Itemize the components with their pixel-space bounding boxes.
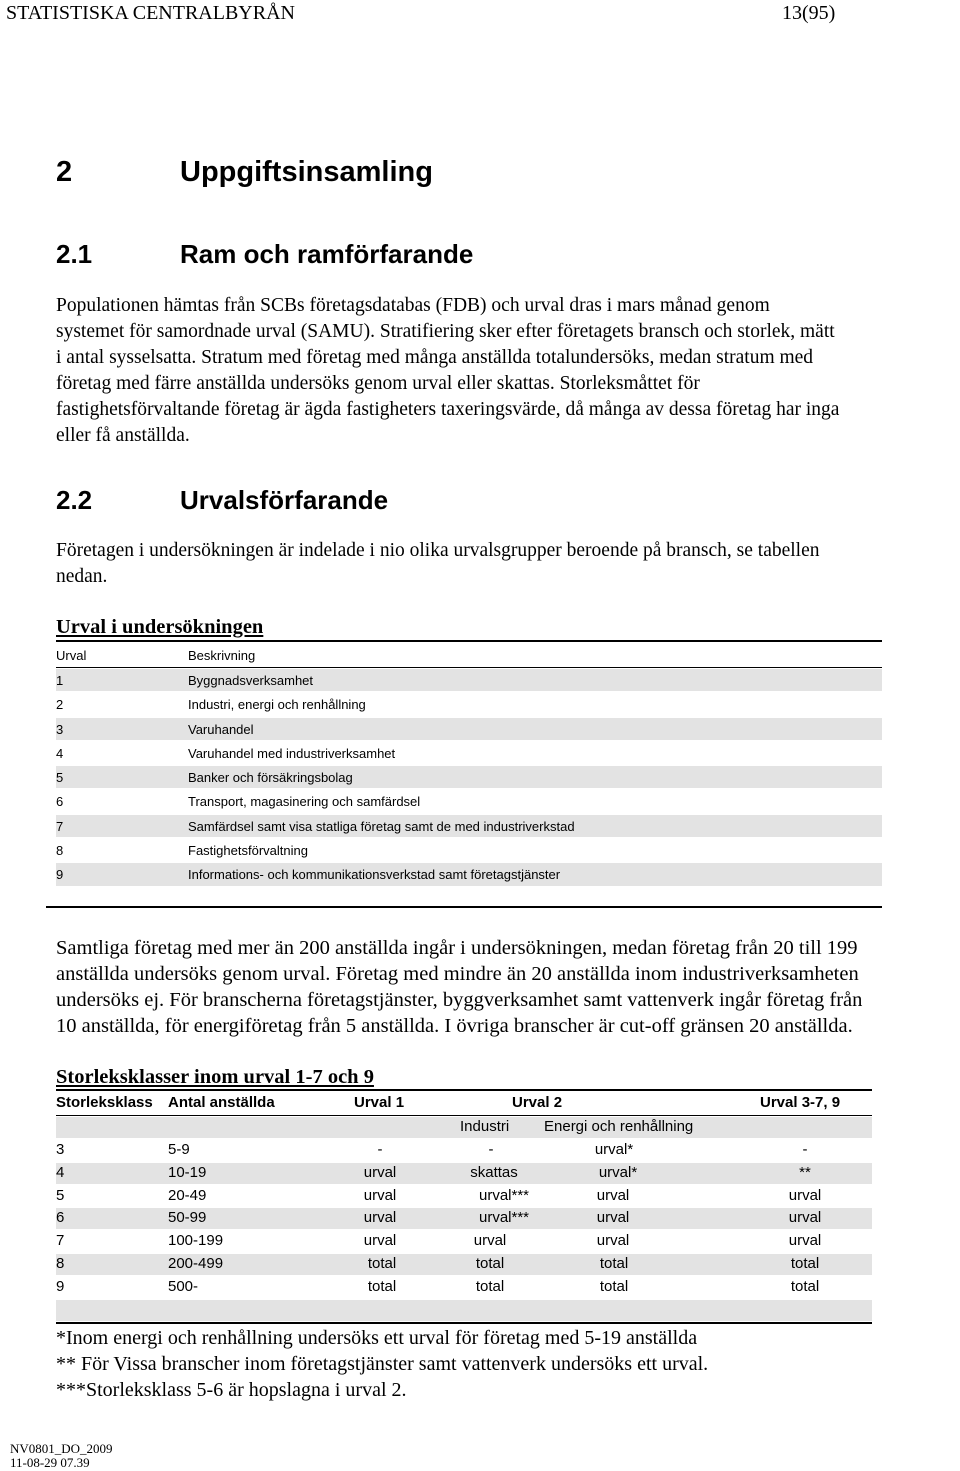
table2-cell: urval xyxy=(596,1232,630,1250)
table2-cell: urval xyxy=(363,1232,397,1250)
table2-subheader-row xyxy=(56,1116,872,1139)
section-2-1-paragraph xyxy=(56,293,960,449)
table1-cell-beskrivning: Industri, energi och renhållning xyxy=(188,697,366,713)
table-row xyxy=(56,862,882,886)
table-row xyxy=(56,741,882,765)
table1-cell-urval: 9 xyxy=(56,867,64,883)
table-row xyxy=(56,789,882,813)
table2-cell: 3 xyxy=(56,1140,65,1158)
table1-cell-beskrivning: Informations- och kommunikationsverkstad samt företagstjänster xyxy=(188,867,561,883)
table2-cell: urval xyxy=(363,1163,397,1181)
paragraph-line: 10 anställda, för energiföretag från 5 anställda. I övriga branscher är cut-off gränsen 20 anställda. xyxy=(56,1015,853,1037)
table2-cell: total xyxy=(599,1278,629,1296)
table2-empty-row xyxy=(56,1299,872,1322)
table2-cell: urval* xyxy=(594,1140,634,1158)
table2-cell: 100-199 xyxy=(168,1232,224,1250)
table1-header-urval: Urval xyxy=(56,648,87,663)
table2-notes xyxy=(56,1325,708,1403)
table2-bottom-rule xyxy=(56,1322,872,1324)
paragraph-line: fastighetsförvaltande företag är ägda fastigheters taxeringsvärde, då många av dessa företag har inga xyxy=(56,399,840,420)
table2-cell: total xyxy=(790,1278,820,1296)
table-row xyxy=(56,765,882,789)
section-title: Urvalsförfarande xyxy=(180,485,389,515)
table-row xyxy=(56,1185,872,1208)
table2-cell: urval xyxy=(363,1186,397,1204)
paragraph-line: undersöks ej. För branscherna företagstjänster, byggverksamhet samt vattenverk ingår företag från xyxy=(56,989,863,1011)
table-row xyxy=(56,1230,872,1253)
paragraph-line: nedan. xyxy=(56,566,108,587)
paragraph-line: Företagen i undersökningen är indelade i nio olika urvalsgrupper beroende på bransch, se tabellen xyxy=(56,540,820,561)
table1-cell-urval: 7 xyxy=(56,818,64,834)
chapter-number: 2 xyxy=(56,156,73,188)
table2-header-urval2: Urval 2 xyxy=(512,1094,563,1111)
section-number: 2.1 xyxy=(56,239,93,269)
table-row xyxy=(56,1139,872,1162)
table1-cell-beskrivning: Transport, magasinering och samfärdsel xyxy=(188,794,421,810)
table1-cell-urval: 8 xyxy=(56,843,64,859)
table2 xyxy=(56,1092,872,1322)
table1-title: Urval i undersökningen xyxy=(56,616,264,638)
table2-cell: urval*** xyxy=(478,1209,530,1227)
table2-cell: urval* xyxy=(598,1163,638,1181)
paragraph-line: eller få anställda. xyxy=(56,425,190,446)
table-row xyxy=(56,1162,872,1185)
footnote: ** För Vissa branscher inom företagstjänster samt vattenverk undersöks ett urval. xyxy=(56,1353,709,1375)
table2-top-rule xyxy=(56,1089,872,1091)
table1-cell-urval: 6 xyxy=(56,794,64,810)
footnote: ***Storleksklass 5-6 är hopslagna i urval 2. xyxy=(56,1379,407,1401)
table1-bottom-rule xyxy=(46,906,882,908)
table2-cell: total xyxy=(475,1255,505,1273)
footnote: *Inom energi och renhållning undersöks ett urval för företag med 5-19 anställda xyxy=(56,1327,698,1349)
table2-cell: urval*** xyxy=(478,1186,530,1204)
table2-cell: urval xyxy=(596,1209,630,1227)
table1-cell-urval: 4 xyxy=(56,745,64,761)
paragraph-line: Samtliga företag med mer än 200 anställda ingår i undersökningen, medan företag från 20 till 199 xyxy=(56,937,858,959)
paragraph-line: företag med färre anställda undersöks genom urval eller skattas. Storleksmåttet för xyxy=(56,373,700,394)
table2-cell: urval xyxy=(473,1232,507,1250)
paragraph-line: anställda undersöks genom urval. Företag med mindre än 20 anställda inom industriverksamheten xyxy=(56,963,859,985)
table-row xyxy=(56,692,882,716)
section-title: Ram och ramförfarande xyxy=(180,239,474,269)
table2-cell: 7 xyxy=(56,1232,65,1250)
table2-cell: - xyxy=(802,1140,808,1158)
section-heading-2-1 xyxy=(56,239,856,271)
table2-cell: ** xyxy=(799,1163,811,1181)
table-row xyxy=(56,814,882,838)
table2-cell: 5 xyxy=(56,1186,65,1204)
table2-cell: 5-9 xyxy=(168,1140,190,1158)
paragraph-line: i antal sysselsatta. Stratum med företag med många anställda totalundersöks, medan stratum med xyxy=(56,347,814,368)
table2-subheader-energi: Energi och renhållning xyxy=(544,1117,694,1135)
table2-header-urval1: Urval 1 xyxy=(354,1094,405,1111)
table1 xyxy=(56,643,882,887)
table1-cell-beskrivning: Fastighetsförvaltning xyxy=(188,843,308,859)
paragraph-line: Populationen hämtas från SCBs företagsdatabas (FDB) och urval dras i mars månad genom xyxy=(56,295,770,316)
table-row xyxy=(56,717,882,741)
table-row xyxy=(56,838,882,862)
header-page-number: 13(95) xyxy=(782,2,836,24)
section-2-2-paragraph xyxy=(56,538,960,590)
table2-cell: urval xyxy=(596,1186,630,1204)
table2-cell: 9 xyxy=(56,1278,65,1296)
table2-cell: urval xyxy=(788,1186,822,1204)
table2-cell: 20-49 xyxy=(168,1186,207,1204)
table2-header-storleksklass: Storleksklass xyxy=(56,1094,153,1111)
table2-cell: urval xyxy=(363,1209,397,1227)
table2-cell: total xyxy=(599,1255,629,1273)
table1-cell-urval: 2 xyxy=(56,697,64,713)
table2-cell: 10-19 xyxy=(168,1163,207,1181)
table1-cell-urval: 1 xyxy=(56,673,64,688)
chapter-title: Uppgiftsinsamling xyxy=(180,156,433,188)
table2-cell: skattas xyxy=(470,1163,518,1181)
footer-date: 11-08-29 07.39 xyxy=(10,1455,90,1470)
table1-cell-beskrivning: Varuhandel xyxy=(188,721,254,737)
table1-top-rule xyxy=(56,640,882,642)
table2-cell: 200-499 xyxy=(168,1255,224,1273)
section-heading-2-2 xyxy=(56,485,856,517)
table2-cell: urval xyxy=(788,1232,822,1250)
chapter-heading xyxy=(56,156,856,192)
table2-cell: total xyxy=(475,1278,505,1296)
table1-cell-urval: 3 xyxy=(56,721,64,737)
table2-cell: 50-99 xyxy=(168,1209,207,1227)
table1-header-row xyxy=(56,643,882,668)
table1-cell-beskrivning: Byggnadsverksamhet xyxy=(188,673,314,688)
section-number: 2.2 xyxy=(56,485,93,515)
table-row xyxy=(56,1253,872,1276)
footer-code: NV0801_DO_2009 xyxy=(10,1441,113,1456)
table2-cell: 8 xyxy=(56,1255,65,1273)
table2-cell: 4 xyxy=(56,1163,65,1181)
table1-header-beskrivning: Beskrivning xyxy=(188,648,256,663)
table2-cell: urval xyxy=(788,1209,822,1227)
table1-cell-beskrivning: Samfärdsel samt visa statliga företag samt de med industriverkstad xyxy=(188,818,575,834)
table1-cell-beskrivning: Banker och försäkringsbolag xyxy=(188,770,353,786)
cutoff-paragraph xyxy=(56,935,862,1039)
table2-cell: 500- xyxy=(168,1278,199,1296)
table-row xyxy=(56,1276,872,1299)
table1-cell-urval: 5 xyxy=(56,770,64,786)
table2-title: Storleksklasser inom urval 1-7 och 9 xyxy=(56,1066,374,1088)
table2-header-row xyxy=(56,1092,872,1116)
table1-cell-beskrivning: Varuhandel med industriverksamhet xyxy=(188,745,396,761)
table-row xyxy=(56,668,882,692)
table2-cell: - xyxy=(377,1140,383,1158)
header-org: STATISTISKA CENTRALBYRÅN xyxy=(6,2,295,24)
table2-subheader-industri: Industri xyxy=(460,1117,510,1135)
table2-cell: 6 xyxy=(56,1209,65,1227)
paragraph-line: systemet för samordnade urval (SAMU). Stratifiering sker efter företagets bransch och storlek, mätt xyxy=(56,321,835,342)
table2-cell: total xyxy=(367,1255,397,1273)
table2-cell: - xyxy=(488,1140,494,1158)
table2-cell: total xyxy=(367,1278,397,1296)
table2-header-urval3-7-9: Urval 3-7, 9 xyxy=(760,1094,841,1111)
table-row xyxy=(56,1207,872,1230)
table2-header-antal: Antal anställda xyxy=(168,1094,275,1111)
table2-cell: total xyxy=(790,1255,820,1273)
